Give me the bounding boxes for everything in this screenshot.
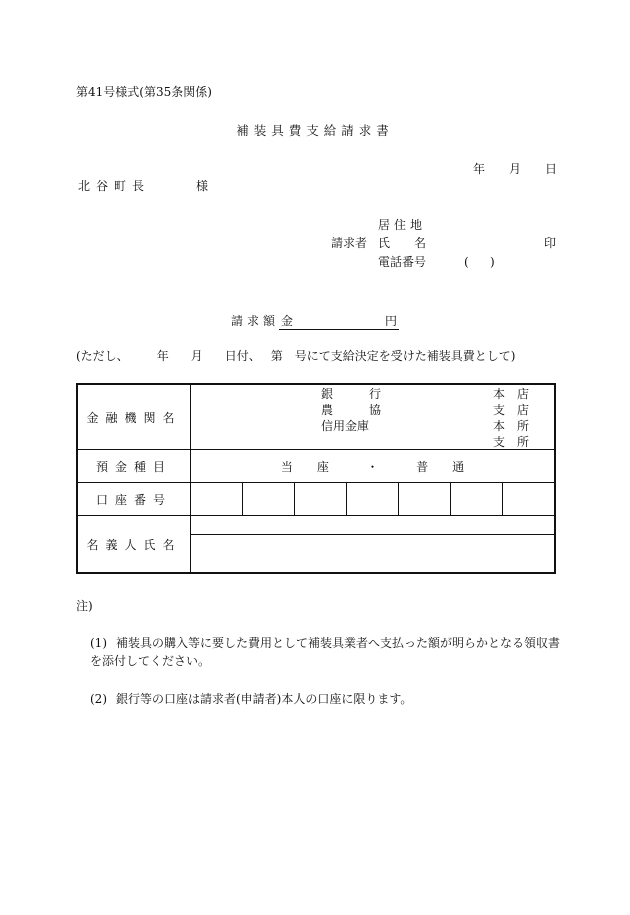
proviso-year: 年: [156, 349, 169, 363]
account-digit-box[interactable]: [191, 483, 243, 515]
phone-paren-close: ): [490, 255, 495, 269]
deposit-type-field[interactable]: [191, 450, 556, 483]
seal-mark: 印: [544, 236, 557, 250]
note-2-text: 銀行等の口座は請求者(申請者)本人の口座に限ります。: [116, 692, 413, 706]
note-item-2: [90, 690, 560, 708]
note-item-1: [90, 634, 560, 670]
phone-label: 電話番号: [378, 255, 427, 269]
account-digit-box[interactable]: [503, 483, 554, 515]
bank-type-shinkin: 信用金庫: [321, 419, 370, 433]
addressee: [78, 178, 208, 194]
note-1-number: (1): [90, 636, 107, 650]
note-2-number: (2): [90, 692, 107, 706]
amount-kin: 金: [280, 314, 293, 328]
branch-type-honsho: 本 所: [493, 419, 530, 433]
proviso-rest: 号にて支給決定を受けた補装具費として): [294, 349, 516, 363]
bank-type-bank: 銀 行: [321, 387, 382, 401]
notes-title: 注): [76, 599, 93, 613]
date-month: 月: [509, 162, 522, 176]
proviso: [76, 348, 515, 364]
holder-name-kana-field[interactable]: [191, 516, 556, 535]
addressee-honorific: 様: [196, 179, 209, 193]
account-digit-box[interactable]: [399, 483, 451, 515]
note-1-text: 補装具の購入等に要した費用として補装具業者へ支払った額が明らかとなる領収書を添付してください。: [90, 636, 561, 668]
account-digit-box[interactable]: [295, 483, 347, 515]
form-number: 第41号様式(第35条関係): [76, 85, 212, 99]
amount-yen: 円: [385, 314, 398, 328]
bank-type-agri: 農 協: [321, 403, 382, 417]
proviso-open: (ただし、: [76, 349, 129, 363]
proviso-month: 月: [190, 349, 203, 363]
form-title: 補装具費支給請求書: [236, 123, 394, 138]
bank-name-label: 金融機関名: [77, 384, 191, 450]
amount-label: 請求額: [230, 314, 279, 328]
account-digit-box[interactable]: [347, 483, 399, 515]
account-digit-box[interactable]: [451, 483, 503, 515]
bank-name-field[interactable]: [191, 384, 556, 450]
proviso-dai: 第: [270, 349, 283, 363]
branch-type-shiten: 支 店: [493, 403, 530, 417]
address-label: 居住地: [378, 218, 427, 232]
date-year: 年: [473, 162, 486, 176]
account-number-field[interactable]: [191, 483, 556, 516]
phone-paren-open: (: [464, 255, 469, 269]
branch-type-shisho: 支 所: [493, 435, 530, 449]
proviso-day: 日付、: [224, 349, 261, 363]
account-digit-box[interactable]: [243, 483, 295, 515]
deposit-type-label: 預金種目: [77, 450, 191, 483]
amount-line: [279, 313, 399, 330]
bank-account-table: [76, 383, 556, 574]
deposit-dot: ・: [366, 459, 379, 474]
addressee-name: 北谷町長: [78, 179, 151, 193]
name-label: 氏 名: [378, 236, 427, 250]
holder-name-field[interactable]: [191, 535, 556, 573]
branch-type-honten: 本 店: [493, 387, 530, 401]
requester-label: 請求者: [331, 236, 368, 250]
request-amount: [0, 313, 630, 330]
date-day: 日: [545, 162, 558, 176]
deposit-current[interactable]: 当 座: [280, 459, 329, 474]
deposit-ordinary[interactable]: 普 通: [416, 459, 465, 474]
account-number-label: 口座番号: [77, 483, 191, 516]
holder-name-label: 名義人氏名: [77, 516, 191, 574]
